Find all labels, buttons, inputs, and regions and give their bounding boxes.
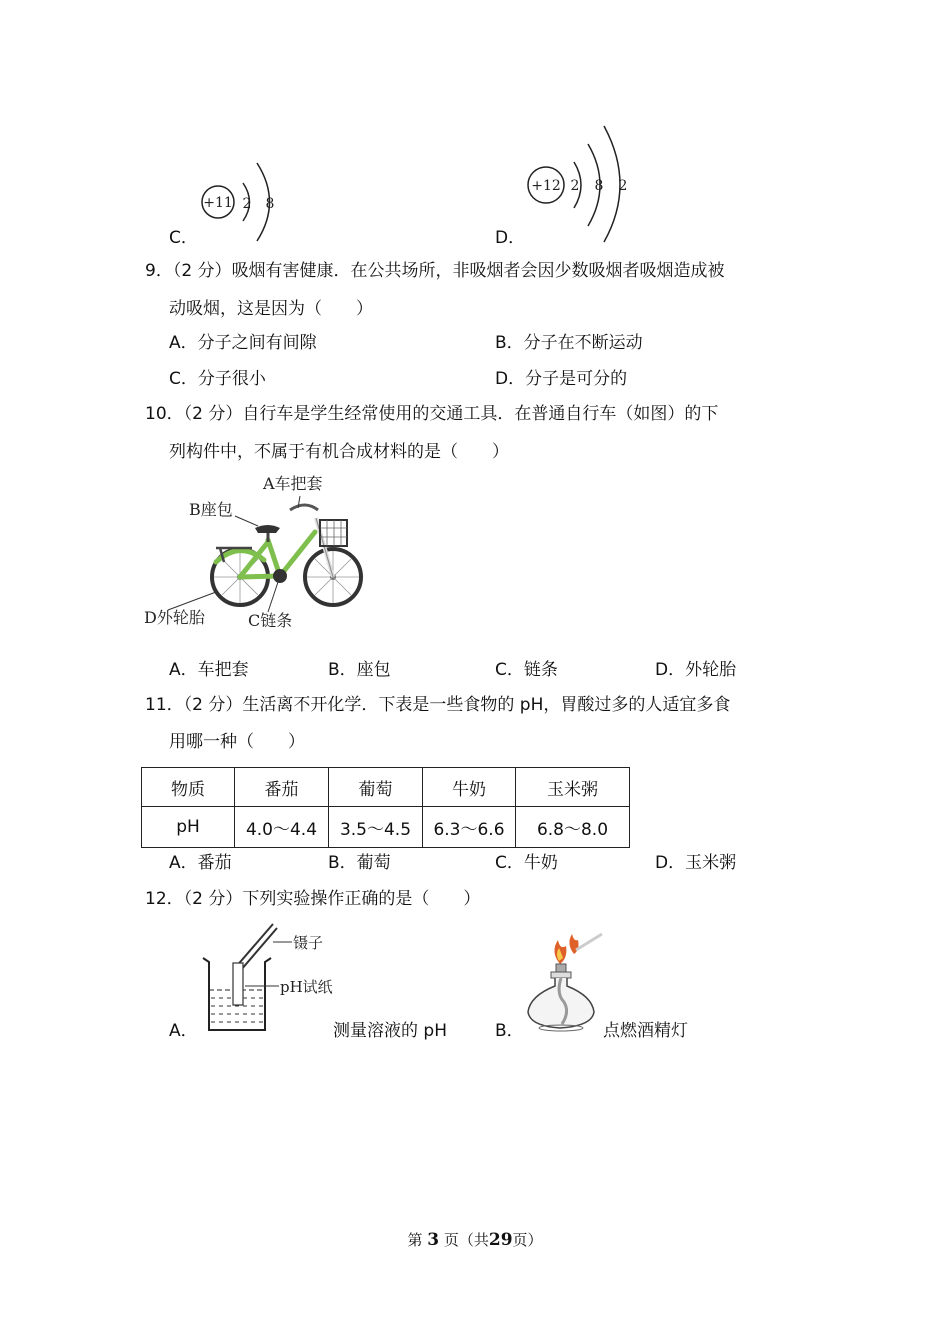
q11-option-d: D．玉米粥 [655, 853, 737, 873]
q11-option-b: B．葡萄 [328, 853, 391, 873]
atom-diagram-d [522, 122, 642, 247]
q9-option-a: A．分子之间有间隙 [169, 333, 317, 353]
shell-electrons-2: 8 [265, 196, 275, 212]
question-points: （2 分） [183, 889, 243, 909]
table-header-cell: 玉米粥 [516, 768, 630, 807]
question-number: 10． [145, 404, 184, 424]
table-cell: pH [142, 807, 235, 848]
ph-paper [233, 963, 243, 1005]
beaker-ph-figure [195, 918, 340, 1036]
q11-option-a: A．番茄 [169, 853, 232, 873]
table-row [142, 807, 630, 848]
q9-option-b: B．分子在不断运动 [495, 333, 643, 353]
shell-electrons-2: 8 [594, 178, 604, 194]
page-footer [0, 1229, 950, 1250]
atom-diagram-c [190, 155, 290, 245]
question-number: 12． [145, 889, 184, 909]
label-chain: C链条 [248, 611, 293, 630]
footer-post: 页） [512, 1231, 543, 1249]
table-header-cell: 牛奶 [423, 768, 516, 807]
q11-option-c: C．牛奶 [495, 853, 558, 873]
question-11-line1 [145, 694, 730, 716]
shell-electrons-3: 2 [618, 178, 628, 194]
label-seat: B座包 [189, 500, 233, 519]
seat [255, 525, 280, 533]
question-points: （2 分） [172, 261, 232, 281]
shell-electrons-1: 2 [242, 196, 252, 212]
table-header-row [142, 768, 630, 807]
question-9-line2: 动吸烟，这是因为（ ） [169, 299, 373, 319]
label-ph-paper: pH试纸 [280, 978, 333, 996]
question-stem: 吸烟有害健康．在公共场所，非吸烟者会因少数吸烟者吸烟造成被 [231, 261, 725, 281]
page-total: 29 [488, 1230, 513, 1250]
question-9-line1 [145, 260, 725, 282]
table-cell: 6.3～6.6 [423, 807, 516, 848]
table-cell: 4.0～4.4 [235, 807, 329, 848]
question-stem: 生活离不开化学．下表是一些食物的 pH，胃酸过多的人适宜多食 [242, 695, 731, 715]
question-number: 9． [145, 261, 173, 281]
lamp-body [528, 978, 594, 1028]
shell-electrons-1: 2 [570, 178, 580, 194]
q12-option-a-caption: 测量溶液的 pH [333, 1021, 447, 1041]
question-12-line [145, 888, 480, 910]
question-number: 11． [145, 695, 184, 715]
q12-option-b-label: B． [495, 1021, 524, 1041]
nucleus-charge: +11 [203, 195, 233, 211]
q10-option-c: C．链条 [495, 660, 558, 680]
label-handle-cover: A车把套 [263, 474, 323, 493]
q9-option-d: D．分子是可分的 [495, 369, 628, 389]
table-header-cell: 葡萄 [329, 768, 423, 807]
page-number: 3 [427, 1230, 440, 1250]
table-header-cell: 番茄 [235, 768, 329, 807]
question-stem: 自行车是学生经常使用的交通工具．在普通自行车（如图）的下 [242, 404, 719, 424]
bicycle-figure [140, 470, 380, 640]
question-points: （2 分） [183, 404, 243, 424]
label-tire: D外轮胎 [144, 608, 205, 627]
q12-option-a-label: A． [169, 1021, 198, 1041]
question-10-line1 [145, 403, 718, 425]
footer-mid: 页（共 [443, 1231, 489, 1249]
nucleus-charge: +12 [531, 178, 561, 194]
table-cell: 6.8～8.0 [516, 807, 630, 848]
question-11-line2: 用哪一种（ ） [169, 732, 305, 752]
q10-option-d: D．外轮胎 [655, 660, 737, 680]
q10-option-b: B．座包 [328, 660, 391, 680]
q12-option-b-caption: 点燃酒精灯 [603, 1021, 688, 1041]
chainring [273, 569, 287, 583]
ph-table [141, 767, 630, 848]
question-10-line2: 列构件中，不属于有机合成材料的是（ ） [169, 442, 509, 462]
match-stick [576, 934, 602, 950]
table-header-cell: 物质 [142, 768, 235, 807]
q9-option-c: C．分子很小 [169, 369, 266, 389]
frame-top [280, 532, 315, 576]
question-stem: 下列实验操作正确的是（ ） [242, 889, 481, 909]
table-cell: 3.5～4.5 [329, 807, 423, 848]
option-d-label: D． [495, 228, 526, 248]
handlebar [290, 505, 318, 510]
option-c-label: C． [169, 228, 198, 248]
alcohol-lamp-figure [522, 928, 612, 1034]
footer-pre: 第 [407, 1231, 423, 1249]
question-points: （2 分） [183, 695, 243, 715]
q10-option-a: A．车把套 [169, 660, 249, 680]
label-tweezers: 镊子 [293, 934, 324, 952]
